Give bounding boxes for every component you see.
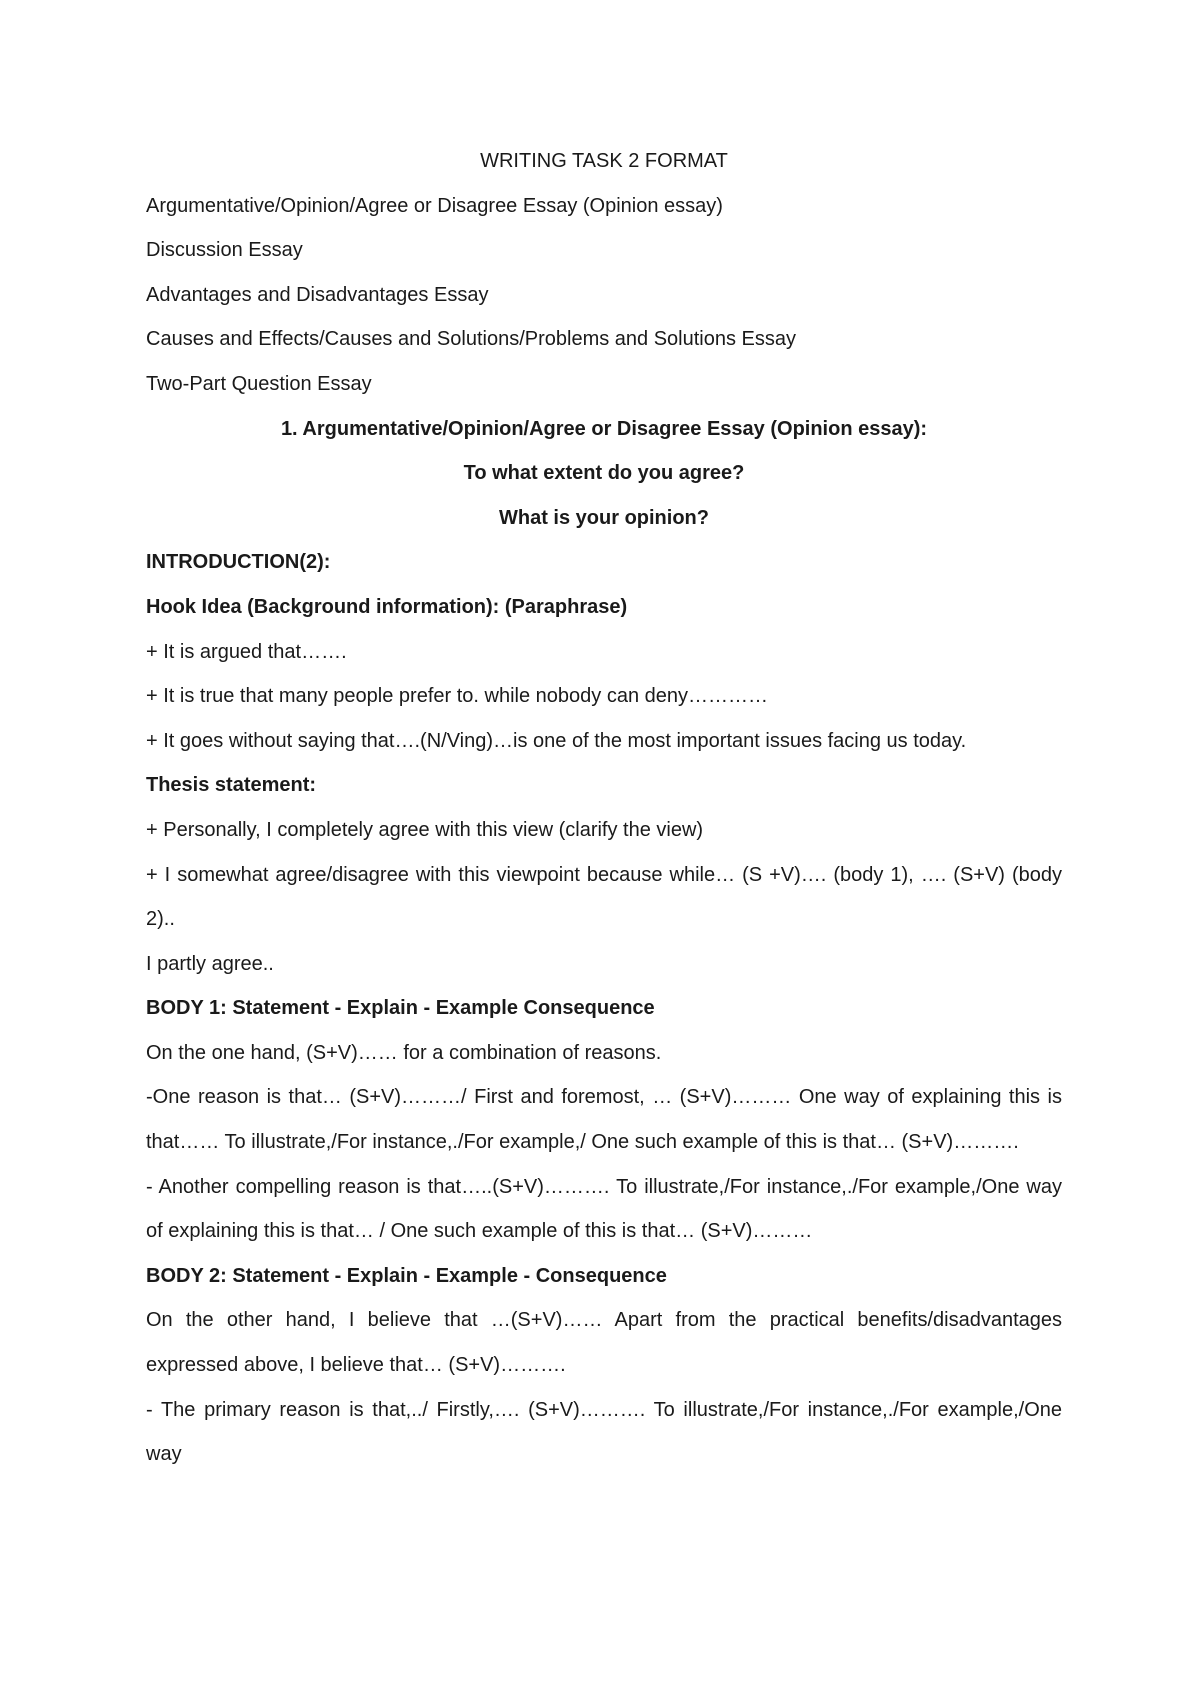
- essay-type-item: Argumentative/Opinion/Agree or Disagree Essay (Opinion essay): [146, 194, 723, 217]
- essay-type-item: Causes and Effects/Causes and Solutions/Problems and Solutions Essay: [146, 328, 796, 351]
- hook-item: + It goes without saying that….(N/Ving)…is one of the most important issues facing us today.: [146, 729, 967, 752]
- body2-heading: BODY 2: Statement - Explain - Example - Consequence: [146, 1264, 667, 1287]
- section-heading: 1. Argumentative/Opinion/Agree or Disagree Essay (Opinion essay):: [280, 417, 928, 440]
- thesis-item: I partly agree..: [146, 952, 274, 975]
- body1-item: -One reason is that… (S+V)………/ First and foremost, … (S+V)……… One way of explaining this is that…… To illustrate,/For instance,./For example,/ One such example of this is that… (S+V)……….: [146, 1086, 1062, 1154]
- hook-item: + It is true that many people prefer to. while nobody can deny…………: [146, 685, 768, 708]
- introduction-heading: INTRODUCTION(2):: [146, 551, 331, 574]
- thesis-item: + Personally, I completely agree with this view (clarify the view): [146, 818, 704, 841]
- hook-heading: Hook Idea (Background information): (Paraphrase): [146, 595, 628, 618]
- section-question: What is your opinion?: [499, 506, 709, 529]
- essay-type-item: Two-Part Question Essay: [146, 372, 372, 395]
- essay-type-item: Advantages and Disadvantages Essay: [146, 283, 489, 306]
- body2-item: On the other hand, I believe that …(S+V)…… Apart from the practical benefits/disadvantages expressed above, I believe that… (S+V)……….: [146, 1309, 1062, 1377]
- section-question: To what extent do you agree?: [463, 462, 745, 485]
- body1-item: - Another compelling reason is that…..(S+V)………. To illustrate,/For instance,./For example,/One way of explaining this is that… / One such example of this is that… (S+V)………: [146, 1175, 1062, 1243]
- document-content: [146, 139, 1062, 1477]
- hook-item: + It is argued that…….: [146, 640, 347, 663]
- document-title: WRITING TASK 2 FORMAT: [480, 150, 728, 172]
- essay-type-item: Discussion Essay: [146, 239, 303, 262]
- body1-heading: BODY 1: Statement - Explain - Example Consequence: [146, 997, 655, 1020]
- body1-item: On the one hand, (S+V)…… for a combination of reasons.: [146, 1041, 662, 1064]
- thesis-item: + I somewhat agree/disagree with this viewpoint because while… (S +V)…. (body 1), …. (S+V) (body 2)..: [146, 863, 1062, 931]
- body2-item: - The primary reason is that,../ Firstly,…. (S+V)………. To illustrate,/For instance,./For example,/One way: [146, 1398, 1062, 1466]
- thesis-heading: Thesis statement:: [146, 774, 317, 797]
